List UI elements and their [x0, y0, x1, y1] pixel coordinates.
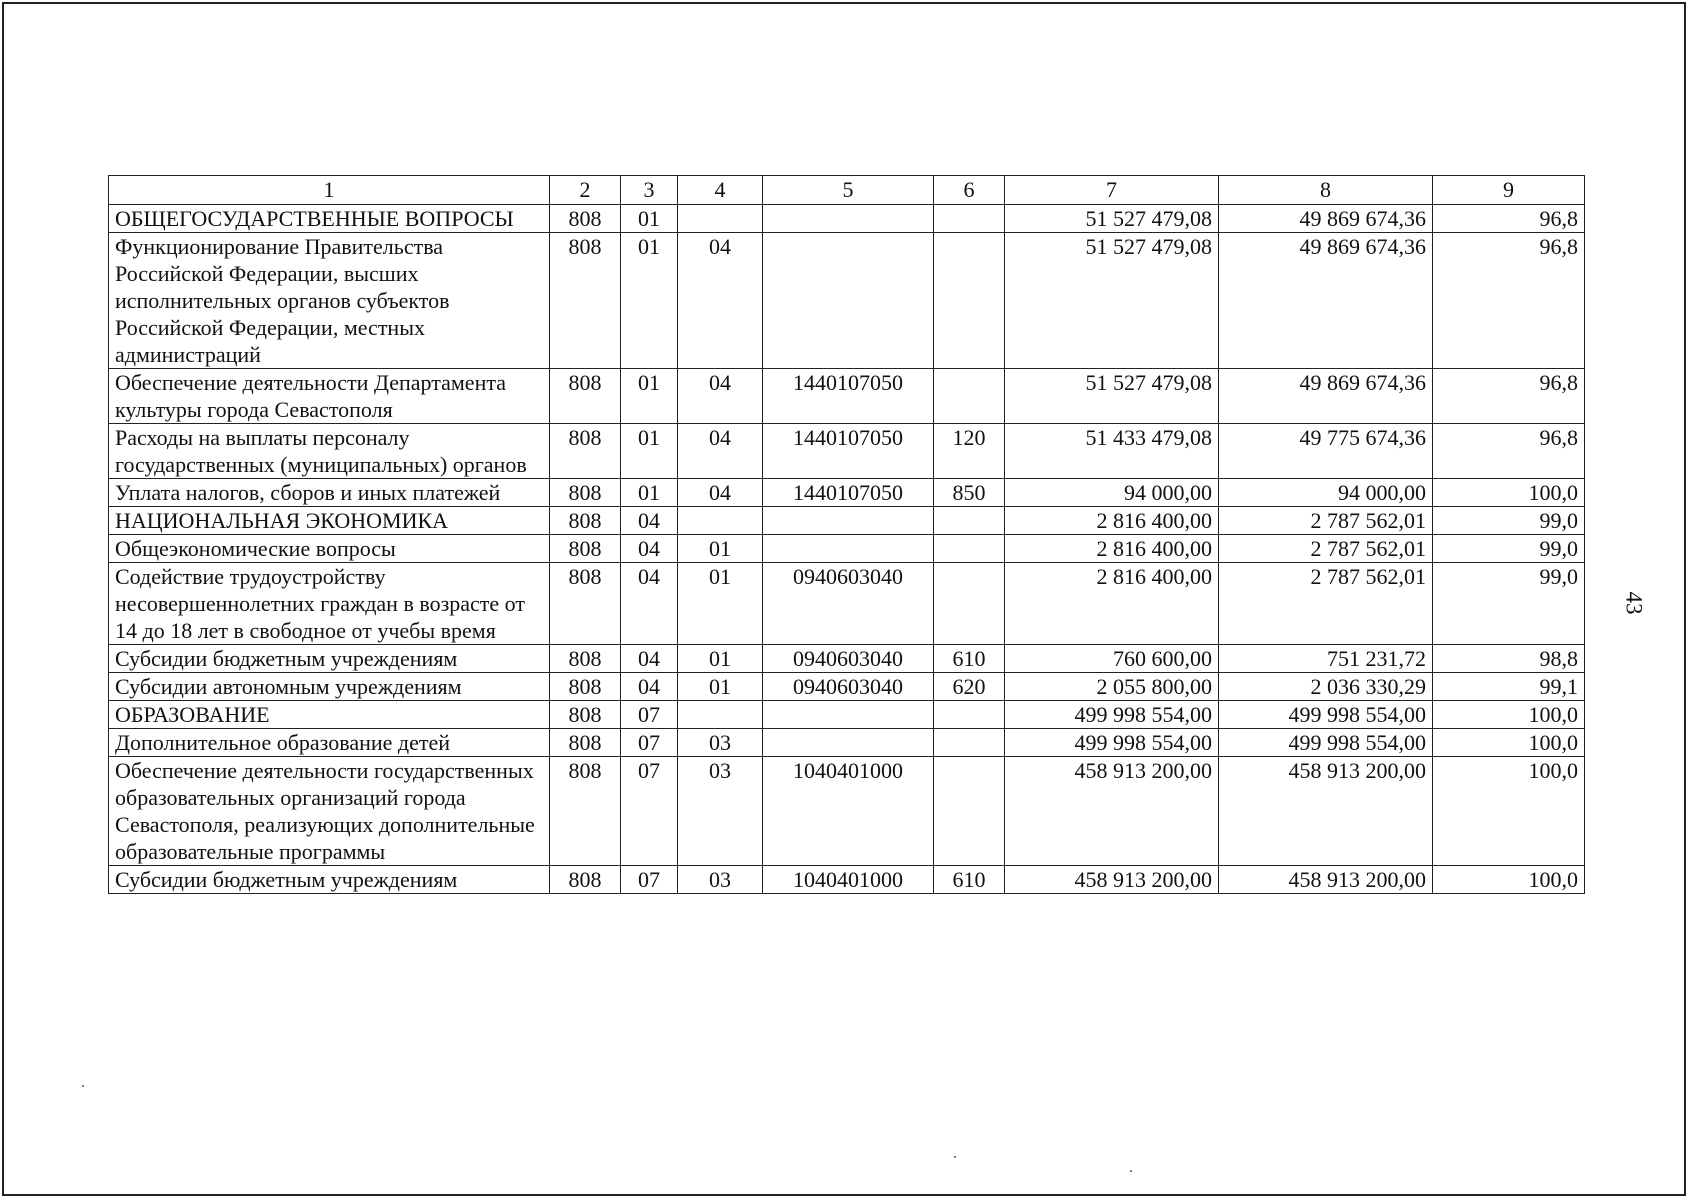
- subsection-cell: 03: [678, 866, 763, 894]
- header-row: [109, 176, 1585, 205]
- subsection-cell: [678, 205, 763, 233]
- percent-cell: 98,8: [1433, 645, 1585, 673]
- target-article-cell: 1440107050: [763, 479, 934, 507]
- subsection-cell: 01: [678, 673, 763, 701]
- plan-amount-cell: 2 816 400,00: [1005, 563, 1219, 645]
- section-cell: 07: [621, 866, 678, 894]
- expense-type-cell: [934, 233, 1005, 369]
- percent-cell: 96,8: [1433, 205, 1585, 233]
- section-cell: 01: [621, 479, 678, 507]
- section-cell: 07: [621, 729, 678, 757]
- percent-cell: 96,8: [1433, 233, 1585, 369]
- plan-amount-cell: 2 816 400,00: [1005, 535, 1219, 563]
- expense-type-cell: [934, 507, 1005, 535]
- gr-code-cell: 808: [550, 645, 621, 673]
- gr-code-cell: 808: [550, 233, 621, 369]
- expense-type-cell: [934, 369, 1005, 424]
- row-name-cell: Содействие трудоустройству несовершеннолетних граждан в возрасте от 14 до 18 лет в свободное от учебы время: [109, 563, 550, 645]
- section-cell: 07: [621, 701, 678, 729]
- plan-amount-cell: 458 913 200,00: [1005, 866, 1219, 894]
- actual-amount-cell: 751 231,72: [1219, 645, 1433, 673]
- plan-amount-cell: 2 816 400,00: [1005, 507, 1219, 535]
- scan-speck: [954, 1156, 956, 1158]
- expense-type-cell: 120: [934, 424, 1005, 479]
- plan-amount-cell: 51 527 479,08: [1005, 233, 1219, 369]
- expense-type-cell: 610: [934, 645, 1005, 673]
- percent-cell: 99,0: [1433, 563, 1585, 645]
- percent-cell: 96,8: [1433, 424, 1585, 479]
- plan-amount-cell: 51 527 479,08: [1005, 205, 1219, 233]
- gr-code-cell: 808: [550, 479, 621, 507]
- row-name-cell: Обеспечение деятельности Департамента культуры города Севастополя: [109, 369, 550, 424]
- actual-amount-cell: 2 787 562,01: [1219, 563, 1433, 645]
- subsection-cell: 03: [678, 729, 763, 757]
- table-row: [109, 563, 1585, 645]
- row-name-cell: Функционирование Правительства Российской Федерации, высших исполнительных органов субъектов Российской Федерации, местных администраций: [109, 233, 550, 369]
- target-article-cell: [763, 701, 934, 729]
- actual-amount-cell: 2 787 562,01: [1219, 535, 1433, 563]
- row-name-cell: Уплата налогов, сборов и иных платежей: [109, 479, 550, 507]
- header-cell: 2: [550, 176, 621, 205]
- expense-type-cell: [934, 535, 1005, 563]
- row-name-cell: ОБРАЗОВАНИЕ: [109, 701, 550, 729]
- percent-cell: 100,0: [1433, 701, 1585, 729]
- header-cell: 7: [1005, 176, 1219, 205]
- subsection-cell: 01: [678, 645, 763, 673]
- target-article-cell: 1440107050: [763, 424, 934, 479]
- target-article-cell: 0940603040: [763, 563, 934, 645]
- gr-code-cell: 808: [550, 701, 621, 729]
- actual-amount-cell: 49 869 674,36: [1219, 205, 1433, 233]
- table-row: [109, 757, 1585, 866]
- subsection-cell: 03: [678, 757, 763, 866]
- row-name-cell: НАЦИОНАЛЬНАЯ ЭКОНОМИКА: [109, 507, 550, 535]
- actual-amount-cell: 499 998 554,00: [1219, 701, 1433, 729]
- gr-code-cell: 808: [550, 205, 621, 233]
- plan-amount-cell: 499 998 554,00: [1005, 701, 1219, 729]
- gr-code-cell: 808: [550, 729, 621, 757]
- target-article-cell: 1440107050: [763, 369, 934, 424]
- plan-amount-cell: 51 433 479,08: [1005, 424, 1219, 479]
- row-name-cell: Субсидии бюджетным учреждениям: [109, 645, 550, 673]
- actual-amount-cell: 458 913 200,00: [1219, 757, 1433, 866]
- target-article-cell: 0940603040: [763, 673, 934, 701]
- table-row: [109, 424, 1585, 479]
- gr-code-cell: 808: [550, 424, 621, 479]
- subsection-cell: 04: [678, 369, 763, 424]
- row-name-cell: Дополнительное образование детей: [109, 729, 550, 757]
- header-cell: 4: [678, 176, 763, 205]
- subsection-cell: 04: [678, 479, 763, 507]
- table-row: [109, 205, 1585, 233]
- table-body: [109, 205, 1585, 894]
- section-cell: 04: [621, 645, 678, 673]
- actual-amount-cell: 49 869 674,36: [1219, 233, 1433, 369]
- table-row: [109, 369, 1585, 424]
- table-row: [109, 729, 1585, 757]
- section-cell: 04: [621, 563, 678, 645]
- section-cell: 04: [621, 673, 678, 701]
- expense-type-cell: [934, 729, 1005, 757]
- plan-amount-cell: 499 998 554,00: [1005, 729, 1219, 757]
- section-cell: 07: [621, 757, 678, 866]
- actual-amount-cell: 49 869 674,36: [1219, 369, 1433, 424]
- section-cell: 01: [621, 205, 678, 233]
- expense-type-cell: 850: [934, 479, 1005, 507]
- row-name-cell: Субсидии бюджетным учреждениям: [109, 866, 550, 894]
- subsection-cell: 01: [678, 563, 763, 645]
- subsection-cell: 04: [678, 233, 763, 369]
- header-cell: 1: [109, 176, 550, 205]
- row-name-cell: Общеэкономические вопросы: [109, 535, 550, 563]
- subsection-cell: 01: [678, 535, 763, 563]
- percent-cell: 100,0: [1433, 866, 1585, 894]
- actual-amount-cell: 458 913 200,00: [1219, 866, 1433, 894]
- gr-code-cell: 808: [550, 563, 621, 645]
- scan-speck: [1130, 1170, 1132, 1172]
- target-article-cell: 1040401000: [763, 757, 934, 866]
- header-cell: 6: [934, 176, 1005, 205]
- target-article-cell: [763, 233, 934, 369]
- plan-amount-cell: 2 055 800,00: [1005, 673, 1219, 701]
- subsection-cell: [678, 701, 763, 729]
- plan-amount-cell: 94 000,00: [1005, 479, 1219, 507]
- table-row: [109, 233, 1585, 369]
- table-header: [109, 176, 1585, 205]
- table-row: [109, 535, 1585, 563]
- percent-cell: 100,0: [1433, 479, 1585, 507]
- header-cell: 5: [763, 176, 934, 205]
- section-cell: 01: [621, 369, 678, 424]
- percent-cell: 100,0: [1433, 729, 1585, 757]
- row-name-cell: Расходы на выплаты персоналу государственных (муниципальных) органов: [109, 424, 550, 479]
- gr-code-cell: 808: [550, 369, 621, 424]
- actual-amount-cell: 2 787 562,01: [1219, 507, 1433, 535]
- header-cell: 8: [1219, 176, 1433, 205]
- row-name-cell: ОБЩЕГОСУДАРСТВЕННЫЕ ВОПРОСЫ: [109, 205, 550, 233]
- section-cell: 01: [621, 233, 678, 369]
- target-article-cell: [763, 729, 934, 757]
- gr-code-cell: 808: [550, 535, 621, 563]
- section-cell: 04: [621, 535, 678, 563]
- gr-code-cell: 808: [550, 507, 621, 535]
- expense-type-cell: [934, 757, 1005, 866]
- plan-amount-cell: 760 600,00: [1005, 645, 1219, 673]
- expense-type-cell: [934, 563, 1005, 645]
- table-row: [109, 866, 1585, 894]
- percent-cell: 96,8: [1433, 369, 1585, 424]
- plan-amount-cell: 51 527 479,08: [1005, 369, 1219, 424]
- expense-type-cell: 610: [934, 866, 1005, 894]
- plan-amount-cell: 458 913 200,00: [1005, 757, 1219, 866]
- target-article-cell: 1040401000: [763, 866, 934, 894]
- table-row: [109, 701, 1585, 729]
- gr-code-cell: 808: [550, 757, 621, 866]
- gr-code-cell: 808: [550, 866, 621, 894]
- header-cell: 3: [621, 176, 678, 205]
- page-number: 43: [1621, 591, 1647, 615]
- scan-speck: [82, 1085, 84, 1087]
- subsection-cell: [678, 507, 763, 535]
- actual-amount-cell: 94 000,00: [1219, 479, 1433, 507]
- table-row: [109, 479, 1585, 507]
- actual-amount-cell: 49 775 674,36: [1219, 424, 1433, 479]
- row-name-cell: Субсидии автономным учреждениям: [109, 673, 550, 701]
- budget-table: [108, 175, 1585, 894]
- gr-code-cell: 808: [550, 673, 621, 701]
- table-row: [109, 645, 1585, 673]
- header-cell: 9: [1433, 176, 1585, 205]
- subsection-cell: 04: [678, 424, 763, 479]
- target-article-cell: [763, 507, 934, 535]
- actual-amount-cell: 2 036 330,29: [1219, 673, 1433, 701]
- percent-cell: 99,0: [1433, 507, 1585, 535]
- percent-cell: 100,0: [1433, 757, 1585, 866]
- expense-type-cell: [934, 205, 1005, 233]
- target-article-cell: 0940603040: [763, 645, 934, 673]
- section-cell: 04: [621, 507, 678, 535]
- actual-amount-cell: 499 998 554,00: [1219, 729, 1433, 757]
- target-article-cell: [763, 535, 934, 563]
- section-cell: 01: [621, 424, 678, 479]
- table-row: [109, 673, 1585, 701]
- expense-type-cell: [934, 701, 1005, 729]
- expense-type-cell: 620: [934, 673, 1005, 701]
- percent-cell: 99,0: [1433, 535, 1585, 563]
- table-row: [109, 507, 1585, 535]
- row-name-cell: Обеспечение деятельности государственных образовательных организаций города Севастополя, реализующих дополнительные образовательные программы: [109, 757, 550, 866]
- target-article-cell: [763, 205, 934, 233]
- percent-cell: 99,1: [1433, 673, 1585, 701]
